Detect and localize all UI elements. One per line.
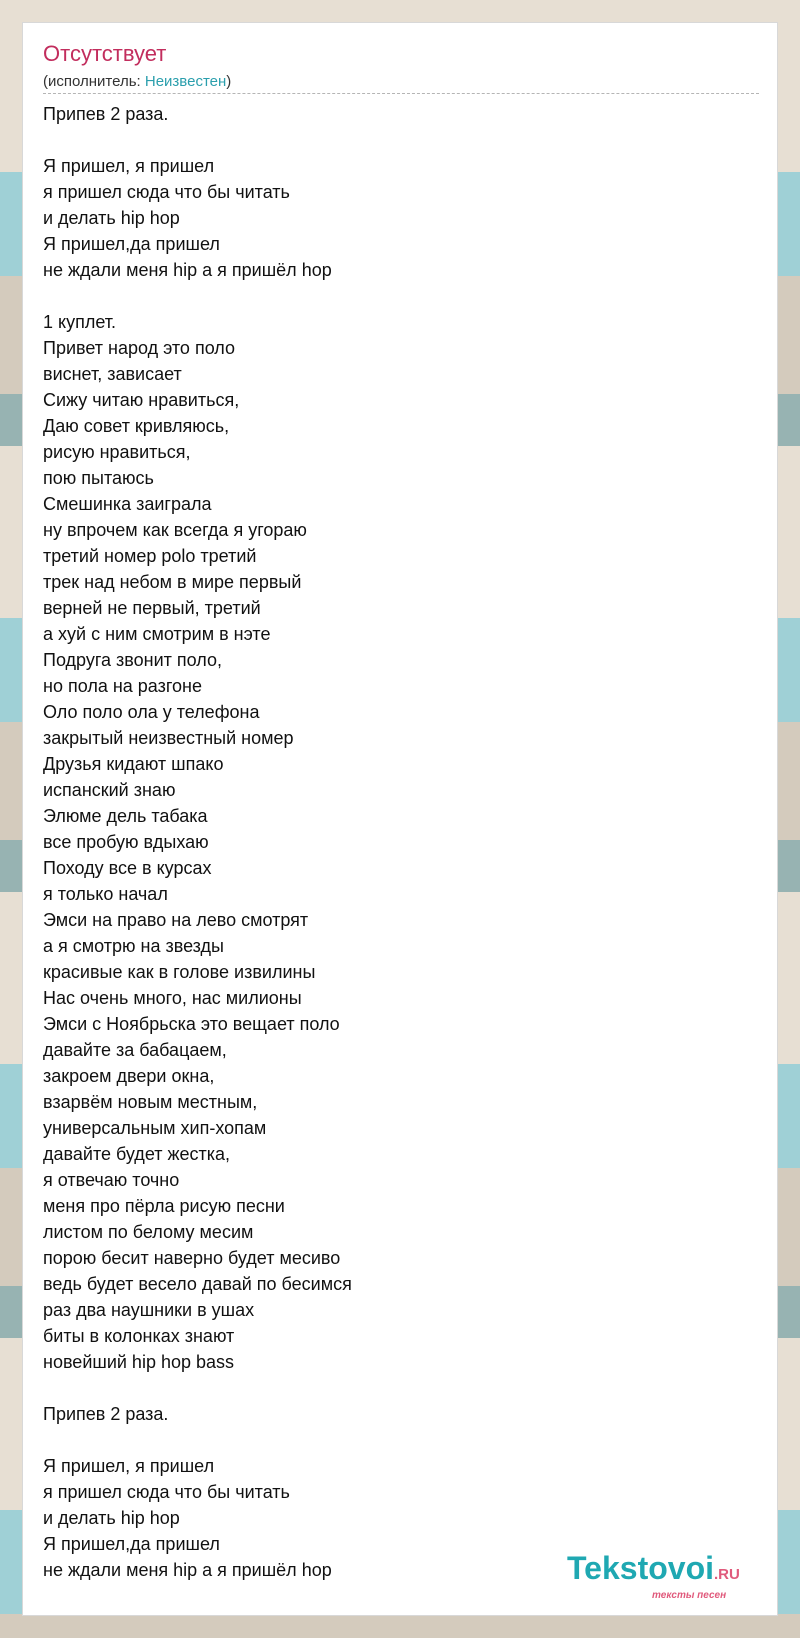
artist-suffix: ) xyxy=(226,73,232,90)
logo-name: Tekstovoi xyxy=(567,1550,714,1586)
song-title: Отсутствует xyxy=(43,41,167,66)
artist-link[interactable]: Неизвестен xyxy=(144,73,227,90)
logo-tagline: тексты песен xyxy=(652,1590,727,1601)
lyrics-text: Припев 2 раза. Я пришел, я пришел я пришел сюда что бы читать и делать hip hop Я пришел,да пришел не ждали меня hip а я пришёл hop 1 куплет. Привет народ это поло виснет, зависает Сижу читаю нравиться, Даю совет кривляюсь, рисую нравиться, пою пытаюсь Смешинка заиграла ну впрочем как всегда я угораю третий номер polo третий трек над небом в мире первый верней не первый, третий а хуй с ним смотрим в нэте Подруга звонит поло, но пола на разгоне Оло поло ола у телефона закрытый неизвестный номер Друзья кидают шпако испанский знаю Элюме дель табака все пробую вдыхаю Походу все в курсах я только начал Эмси на право на лево смотрят а я смотрю на звезды красивые как в голове извилины Нас очень много, нас милионы Эмси с Ноябрьска это вещает поло давайте за бабацаем, закроем двери окна, взарвём новым местным, универсальным хип-хопам давайте будет жестка, я отвечаю точно меня про пёрла рисую песни листом по белому месим порою бесит наверно будет месиво ведь будет весело давай по бесимся раз два наушники в ушах биты в колонках знают новейший hip hop bass Припев 2 раза. Я пришел, я пришел я пришел сюда что бы читать и делать hip hop Я пришел,да пришел не ждали меня hip а я пришёл hop xyxy=(43,104,352,1580)
artist-line xyxy=(43,73,231,90)
artist-prefix: (исполнитель: xyxy=(43,73,145,90)
lyrics-card xyxy=(22,22,778,1616)
header-divider xyxy=(43,93,759,94)
site-logo[interactable] xyxy=(567,1550,740,1593)
logo-domain: .RU xyxy=(714,1566,740,1583)
